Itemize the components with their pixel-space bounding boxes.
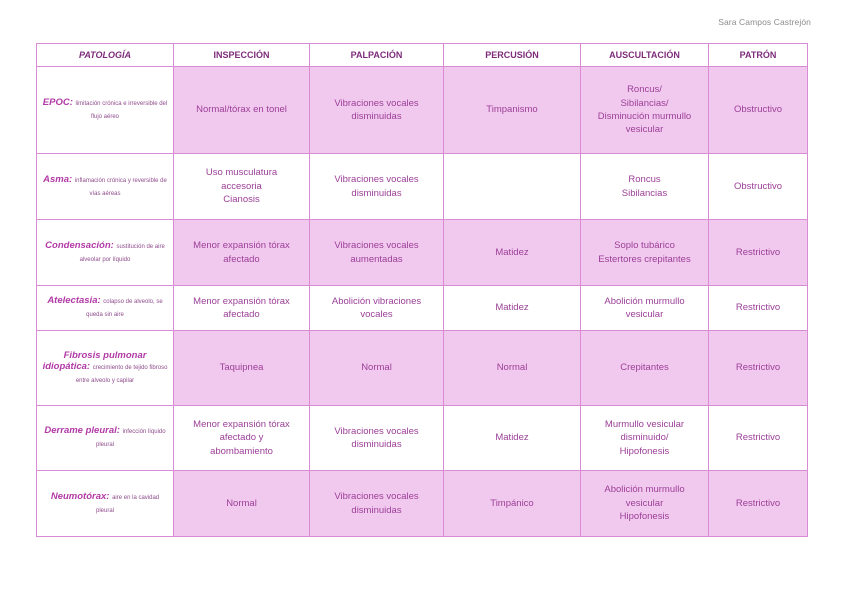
palpation-cell: Vibraciones vocales disminuidas: [310, 67, 444, 154]
pattern-cell: Restrictivo: [709, 406, 808, 471]
pattern-cell: Restrictivo: [709, 331, 808, 406]
table-row: [37, 471, 808, 537]
pathology-cell: [37, 331, 174, 406]
pattern-cell: Obstructivo: [709, 154, 808, 220]
pathology-description: infección líquido pleural: [95, 429, 166, 448]
auscultation-cell: Roncus Sibilancias: [581, 154, 709, 220]
pathology-description: aire en la cavidad pleural: [95, 494, 160, 514]
pathology-name: Atelectasia:: [47, 295, 101, 306]
author-name: Sara Campos Castrejón: [718, 17, 811, 27]
percussion-cell: Matidez: [444, 406, 581, 471]
header-patron: PATRÓN: [709, 44, 808, 67]
percussion-cell: Timpánico: [444, 471, 581, 537]
header-inspeccion: INSPECCIÓN: [174, 44, 310, 67]
percussion-cell: Timpanismo: [444, 67, 581, 154]
pattern-cell: Obstructivo: [709, 67, 808, 154]
table-row: [37, 154, 808, 220]
pathology-description: crecimiento de tejido fibroso entre alveolo y capilar: [75, 364, 168, 384]
palpation-cell: Vibraciones vocales disminuidas: [310, 154, 444, 220]
palpation-cell: Vibraciones vocales disminuidas: [310, 406, 444, 471]
header-auscultacion: AUSCULTACIÓN: [581, 44, 709, 67]
percussion-cell: Normal: [444, 331, 581, 406]
table-row: [37, 406, 808, 471]
pathology-cell: [37, 286, 174, 331]
table-row: [37, 331, 808, 406]
auscultation-cell: Crepitantes: [581, 331, 709, 406]
pathology-name: Fibrosis pulmonar idiopática:: [42, 349, 147, 372]
table-row: [37, 67, 808, 154]
pathology-table: [36, 43, 808, 537]
inspection-cell: Uso musculatura accesoria Cianosis: [174, 154, 310, 220]
auscultation-cell: Soplo tubárico Estertores crepitantes: [581, 220, 709, 286]
auscultation-cell: Abolición murmullo vesicular Hipofonesis: [581, 471, 709, 537]
percussion-cell: Matidez: [444, 220, 581, 286]
header-row: [37, 44, 808, 67]
auscultation-cell: Abolición murmullo vesicular: [581, 286, 709, 331]
pattern-cell: Restrictivo: [709, 471, 808, 537]
auscultation-cell: Roncus/ Sibilancias/ Disminución murmullo vesicular: [581, 67, 709, 154]
inspection-cell: Menor expansión tórax afectado: [174, 220, 310, 286]
header-percusion: PERCUSIÓN: [444, 44, 581, 67]
table-row: [37, 220, 808, 286]
pathology-description: limitación crónica e irreversible del flujo aéreo: [75, 101, 168, 120]
pathology-cell: [37, 406, 174, 471]
pathology-name: EPOC:: [42, 97, 73, 108]
palpation-cell: Vibraciones vocales aumentadas: [310, 220, 444, 286]
pathology-cell: [37, 154, 174, 220]
pathology-cell: [37, 67, 174, 154]
pattern-cell: Restrictivo: [709, 220, 808, 286]
table-row: [37, 286, 808, 331]
header-palpacion: PALPACIÓN: [310, 44, 444, 67]
pathology-name: Asma:: [43, 173, 73, 185]
header-patologia: PATOLOGÍA: [37, 44, 174, 67]
inspection-cell: Menor expansión tórax afectado y abombamiento: [174, 406, 310, 471]
pathology-description: sustitución de aire alveolar por líquido: [79, 243, 165, 263]
pathology-cell: [37, 220, 174, 286]
pathology-name: Derrame pleural:: [44, 425, 120, 436]
pathology-cell: [37, 471, 174, 537]
table-body: [37, 67, 808, 537]
inspection-cell: Normal: [174, 471, 310, 537]
auscultation-cell: Murmullo vesicular disminuido/ Hipofonesis: [581, 406, 709, 471]
percussion-cell: [444, 154, 581, 220]
pathology-description: colapso de alveolo, se queda sin aire: [86, 299, 163, 318]
palpation-cell: Vibraciones vocales disminuidas: [310, 471, 444, 537]
palpation-cell: Abolición vibraciones vocales: [310, 286, 444, 331]
pathology-description: inflamación crónica y reversible de vías aéreas: [74, 177, 167, 197]
table-header: [37, 44, 808, 67]
pattern-cell: Restrictivo: [709, 286, 808, 331]
percussion-cell: Matidez: [444, 286, 581, 331]
pathology-name: Neumotórax:: [50, 490, 110, 502]
inspection-cell: Taquipnea: [174, 331, 310, 406]
palpation-cell: Normal: [310, 331, 444, 406]
pathology-name: Condensación:: [45, 239, 114, 251]
inspection-cell: Normal/tórax en tonel: [174, 67, 310, 154]
inspection-cell: Menor expansión tórax afectado: [174, 286, 310, 331]
